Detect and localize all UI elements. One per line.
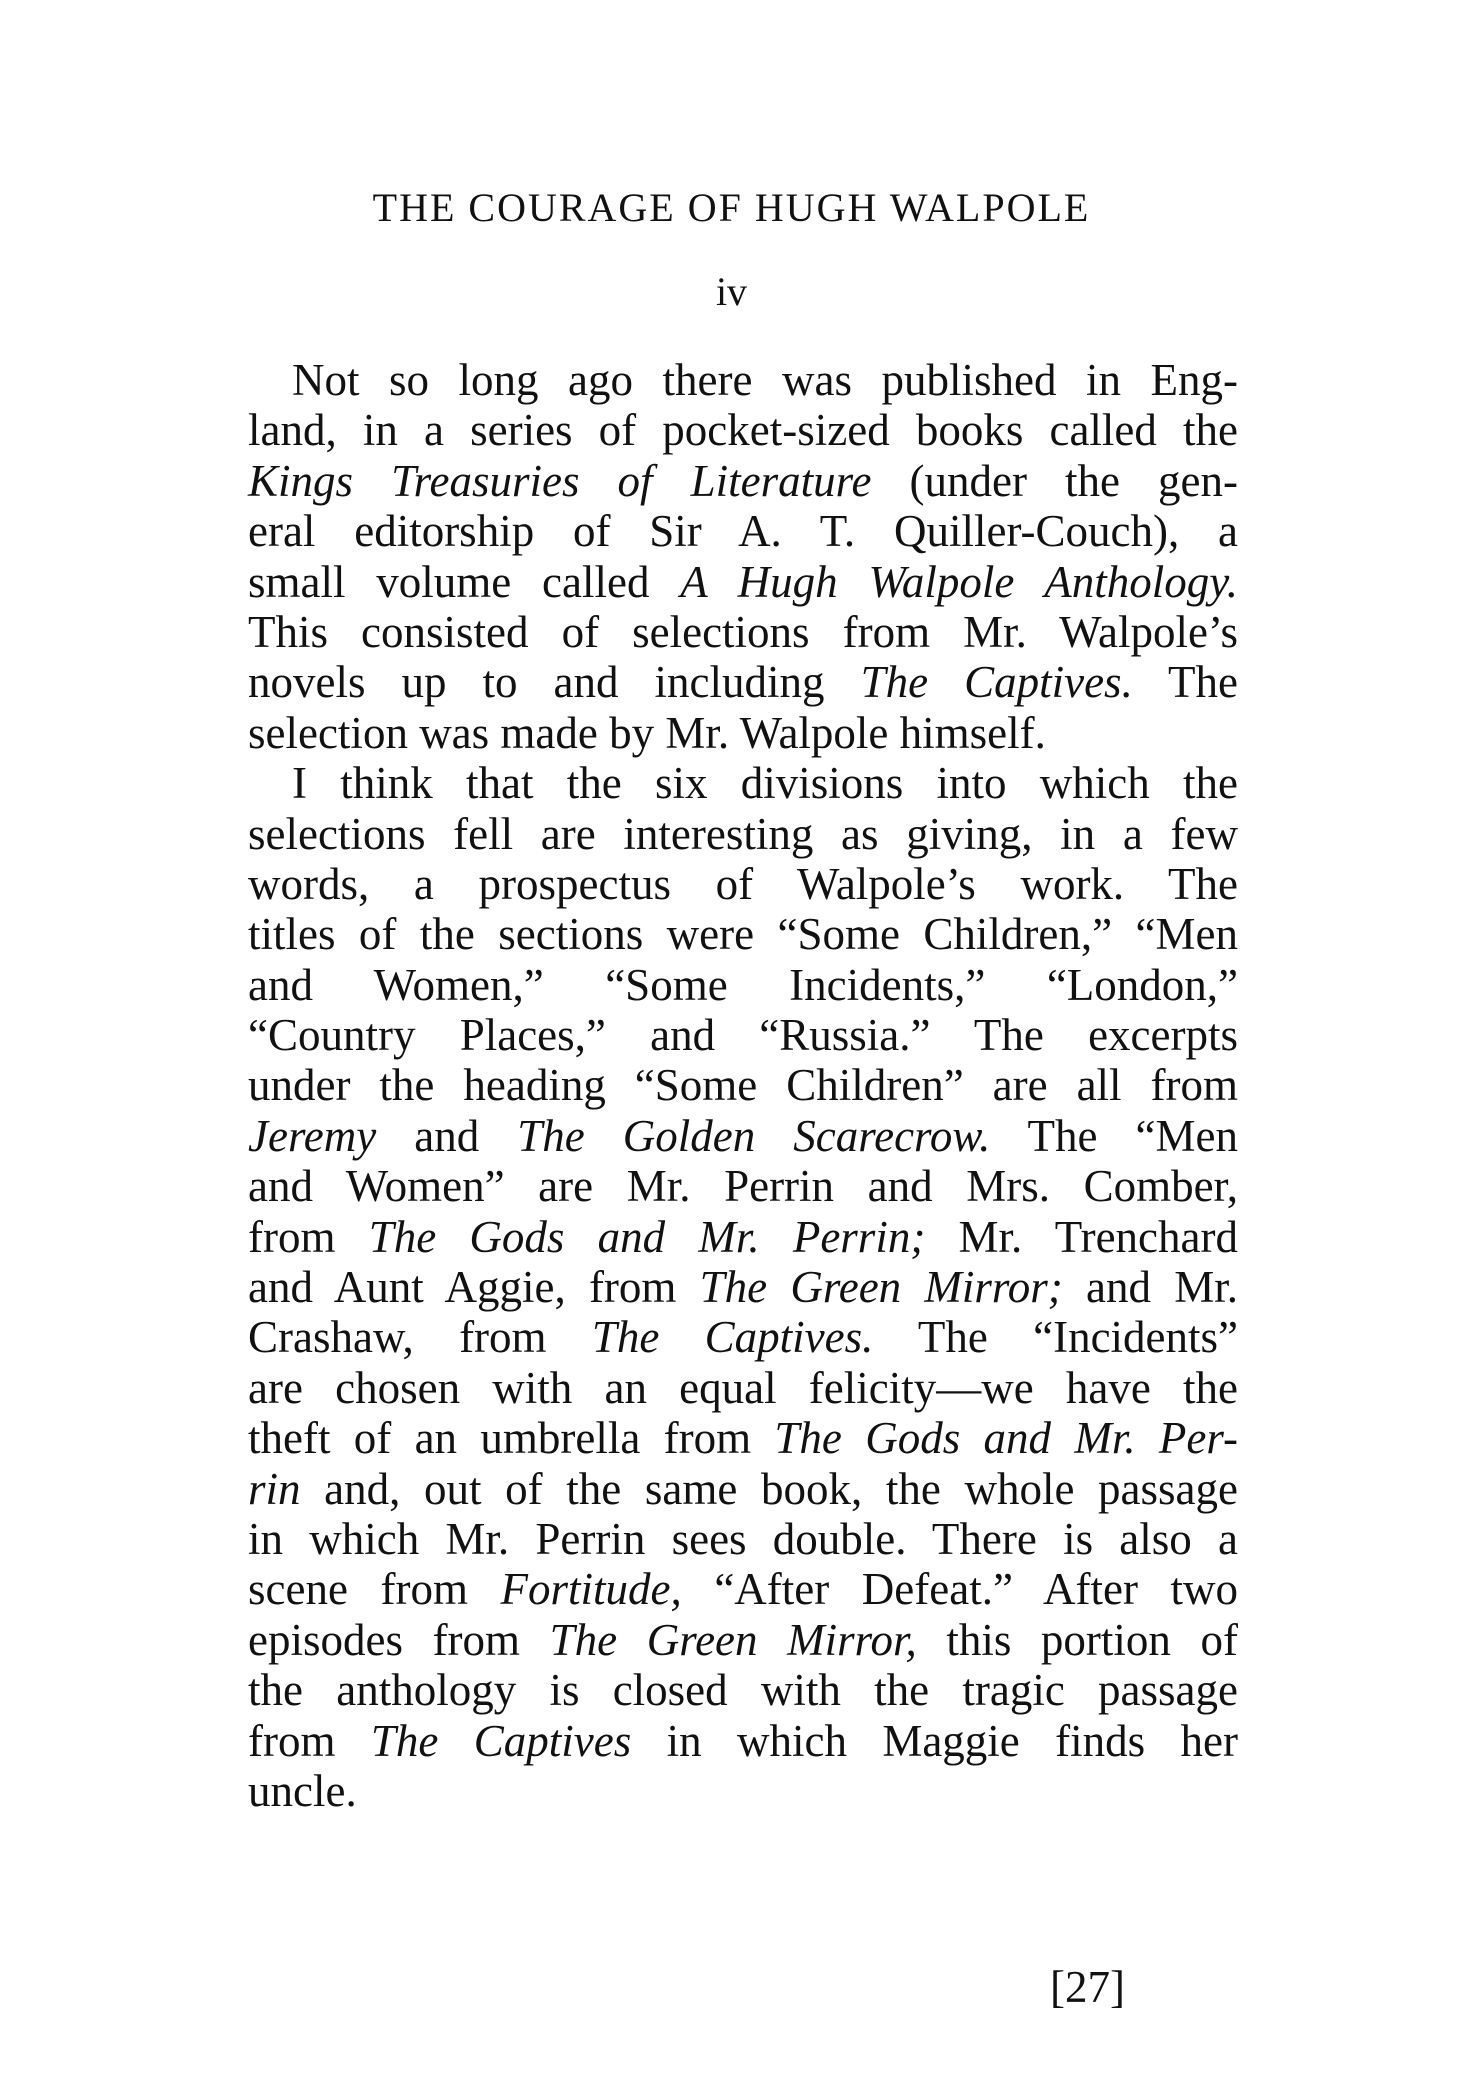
text-run: and, out of the same book, the whole passage	[300, 1463, 1238, 1514]
text-run: uncle.	[248, 1765, 357, 1816]
text-run: novels up to and including	[248, 657, 861, 708]
italic-title-text: The Green Mirror,	[549, 1614, 917, 1665]
italic-title-text: The Gods and Mr. Per-	[774, 1413, 1238, 1464]
text-line	[248, 1413, 1238, 1463]
text-run: (under the gen-	[871, 455, 1238, 506]
text-line	[248, 1615, 1238, 1665]
text-line	[248, 1716, 1238, 1766]
text-run: “After Defeat.” After two	[681, 1564, 1239, 1615]
section-numeral: iv	[715, 269, 748, 314]
text-run: this portion of	[916, 1614, 1239, 1665]
text-run: and	[376, 1110, 518, 1161]
text-line	[248, 1262, 1238, 1312]
italic-title-text: The Gods and Mr. Perrin;	[368, 1211, 926, 1262]
text-line	[248, 1766, 1238, 1816]
text-line	[248, 758, 1238, 808]
text-line	[248, 809, 1238, 859]
italic-title-text: Jeremy	[248, 1110, 377, 1161]
text-run: words, a prospectus of Walpole’s work. The	[248, 858, 1238, 909]
text-line	[248, 657, 1238, 707]
text-run: land, in a series of pocket-sized books called the	[248, 405, 1238, 456]
text-run: in which Mr. Perrin sees double. There is also a	[248, 1513, 1238, 1564]
text-run: selections fell are interesting as giving, in a few	[248, 808, 1238, 859]
text-run: in which Maggie finds her	[631, 1715, 1238, 1766]
text-run: “Country Places,” and “Russia.” The excerpts	[248, 1010, 1238, 1061]
text-run: small volume called	[248, 556, 681, 607]
text-run: episodes from	[248, 1614, 550, 1665]
text-line	[248, 557, 1238, 607]
italic-title-text: The Captives	[370, 1715, 632, 1766]
text-line	[248, 355, 1238, 405]
text-run: This consisted of selections from Mr. Walpole’s	[248, 606, 1238, 657]
text-run: and Women,” “Some Incidents,” “London,”	[248, 959, 1238, 1010]
text-line	[248, 859, 1238, 909]
text-line	[248, 506, 1238, 556]
body-text	[248, 355, 1238, 1816]
text-line	[248, 960, 1238, 1010]
italic-title-text: The Green Mirror;	[699, 1262, 1063, 1313]
italic-title-text: A Hugh Walpole Anthology.	[680, 556, 1238, 607]
text-run: Mr. Trenchard	[925, 1211, 1238, 1262]
text-run: theft of an umbrella from	[248, 1413, 775, 1464]
italic-title-text: The Captives.	[591, 1312, 874, 1363]
text-line	[248, 708, 1238, 758]
text-run: scene from	[248, 1564, 501, 1615]
text-line	[248, 1111, 1238, 1161]
text-line	[248, 1010, 1238, 1060]
text-run: eral editorship of Sir A. T. Quiller-Couch), a	[248, 506, 1238, 557]
text-line	[248, 1665, 1238, 1715]
text-line	[248, 405, 1238, 455]
running-head: THE COURAGE OF HUGH WALPOLE	[372, 185, 1091, 230]
text-line	[248, 1363, 1238, 1413]
text-run: titles of the sections were “Some Children,” “Men	[248, 909, 1238, 960]
text-run: selection was made by Mr. Walpole himself.	[248, 707, 1046, 758]
text-line	[248, 909, 1238, 959]
italic-title-text: The Golden Scarecrow.	[517, 1110, 991, 1161]
page-number: [27]	[1050, 1962, 1125, 2012]
text-line	[248, 1312, 1238, 1362]
italic-title-text: The Captives.	[860, 657, 1133, 708]
text-run: under the heading “Some Children” are all from	[248, 1060, 1238, 1111]
text-run: from	[248, 1211, 369, 1262]
text-run: The “Men	[990, 1110, 1238, 1161]
text-line	[248, 607, 1238, 657]
italic-title-text: Kings Treasuries of Literature	[248, 455, 872, 506]
text-run: Crashaw, from	[248, 1312, 592, 1363]
text-line	[248, 1514, 1238, 1564]
text-run: and Mr.	[1062, 1262, 1238, 1313]
text-line	[248, 1161, 1238, 1211]
text-run: I think that the six divisions into which the	[292, 758, 1238, 809]
text-run: from	[248, 1715, 371, 1766]
text-run: are chosen with an equal felicity—we have the	[248, 1362, 1238, 1413]
text-run: The “Incidents”	[873, 1312, 1238, 1363]
text-line	[248, 456, 1238, 506]
italic-title-text: Fortitude,	[500, 1564, 682, 1615]
text-run: and Aunt Aggie, from	[248, 1262, 700, 1313]
italic-title-text: rin	[248, 1463, 301, 1514]
text-line	[248, 1060, 1238, 1110]
text-run: Not so long ago there was published in Eng-	[292, 355, 1238, 405]
text-line	[248, 1564, 1238, 1614]
text-line	[248, 1212, 1238, 1262]
text-line	[248, 1464, 1238, 1514]
text-run: the anthology is closed with the tragic passage	[248, 1665, 1238, 1716]
text-run: The	[1132, 657, 1238, 708]
text-run: and Women” are Mr. Perrin and Mrs. Comber,	[248, 1161, 1238, 1212]
